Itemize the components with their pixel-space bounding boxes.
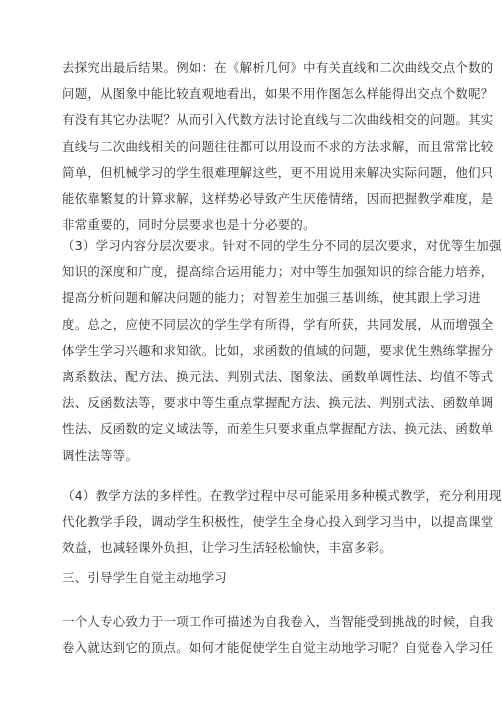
- paragraph-4: [62, 609, 494, 661]
- text-line: 效益，也减轻课外负担，让学习生活轻松愉快，丰富多彩。: [62, 540, 392, 556]
- text-line: （4）教学方法的多样性。在教学过程中尽可能采用多种模式教学，充分利用现: [62, 488, 502, 503]
- text-line: 问题，从图象中能比较直观地看出，如果不用作图怎么样能得出交点个数呢？: [62, 86, 494, 102]
- text-line: 法、反函数法等，要求中等生重点掌握配方法、换元法、判别式法、函数单调: [62, 395, 494, 411]
- text-line: （3）学习内容分层次要求。针对不同的学生分不同的层次要求，对优等生加强: [62, 238, 502, 253]
- text-line: 能依靠繁复的计算求解，这样势必导致产生厌倦情绪，因而把握教学难度，是: [62, 191, 494, 207]
- text-line: 调性法等等。: [62, 447, 139, 463]
- paragraph-3: [62, 483, 502, 562]
- text-line: 有没有其它办法呢？从而引入代数方法讨论直线与二次曲线相交的问题。其实: [62, 112, 494, 128]
- text-line: 提高分析问题和解决问题的能力；对智差生加强三基训练，使其跟上学习进: [62, 290, 481, 306]
- text-line: 知识的深度和广度，提高综合运用能力；对中等生加强知识的综合能力培养，: [62, 264, 494, 280]
- text-line: 简单，但机械学习的学生很难理解这些，更不用说用来解决实际问题，他们只: [62, 164, 494, 180]
- text-line: 性法、反函数的定义域法等，而差生只要求重点掌握配方法、换元法、函数单: [62, 421, 494, 437]
- text-line: 代化教学手段，调动学生积极性，使学生全身心投入到学习当中，以提高课堂: [62, 514, 494, 530]
- text-line: 直线与二次曲线相关的问题往往都可以用设而不求的方法求解，而且常常比较: [62, 138, 494, 154]
- section-heading: [62, 565, 438, 591]
- text-line: 体学生学习兴趣和求知欲。比如，求函数的值域的问题，要求优生熟练掌握分: [62, 342, 494, 358]
- text-line: 一个人专心致力于一项工作可描述为自我卷入，当智能受到挑战的时候，自我: [62, 614, 494, 629]
- text-line: 非常重要的，同时分层要求也是十分必要的。: [62, 217, 316, 233]
- text-line: 离系数法、配方法、换元法、判别式法、图象法、函数单调性法、均值不等式: [62, 369, 494, 385]
- paragraph-1: [62, 55, 494, 238]
- text-line: 度。总之，应使不同层次的学生学有所得，学有所获，共同发展，从而增强全: [62, 316, 494, 332]
- text-line: 去探究出最后结果。例如：在《解析几何》中有关直线和二次曲线交点个数的: [62, 60, 494, 75]
- paragraph-2: [62, 233, 502, 469]
- heading-text: 三、引导学生自觉主动地学习: [62, 570, 227, 585]
- text-line: 卷入就达到它的顶点。如何才能促使学生自觉主动地学习呢？自觉卷入学习任: [62, 640, 494, 656]
